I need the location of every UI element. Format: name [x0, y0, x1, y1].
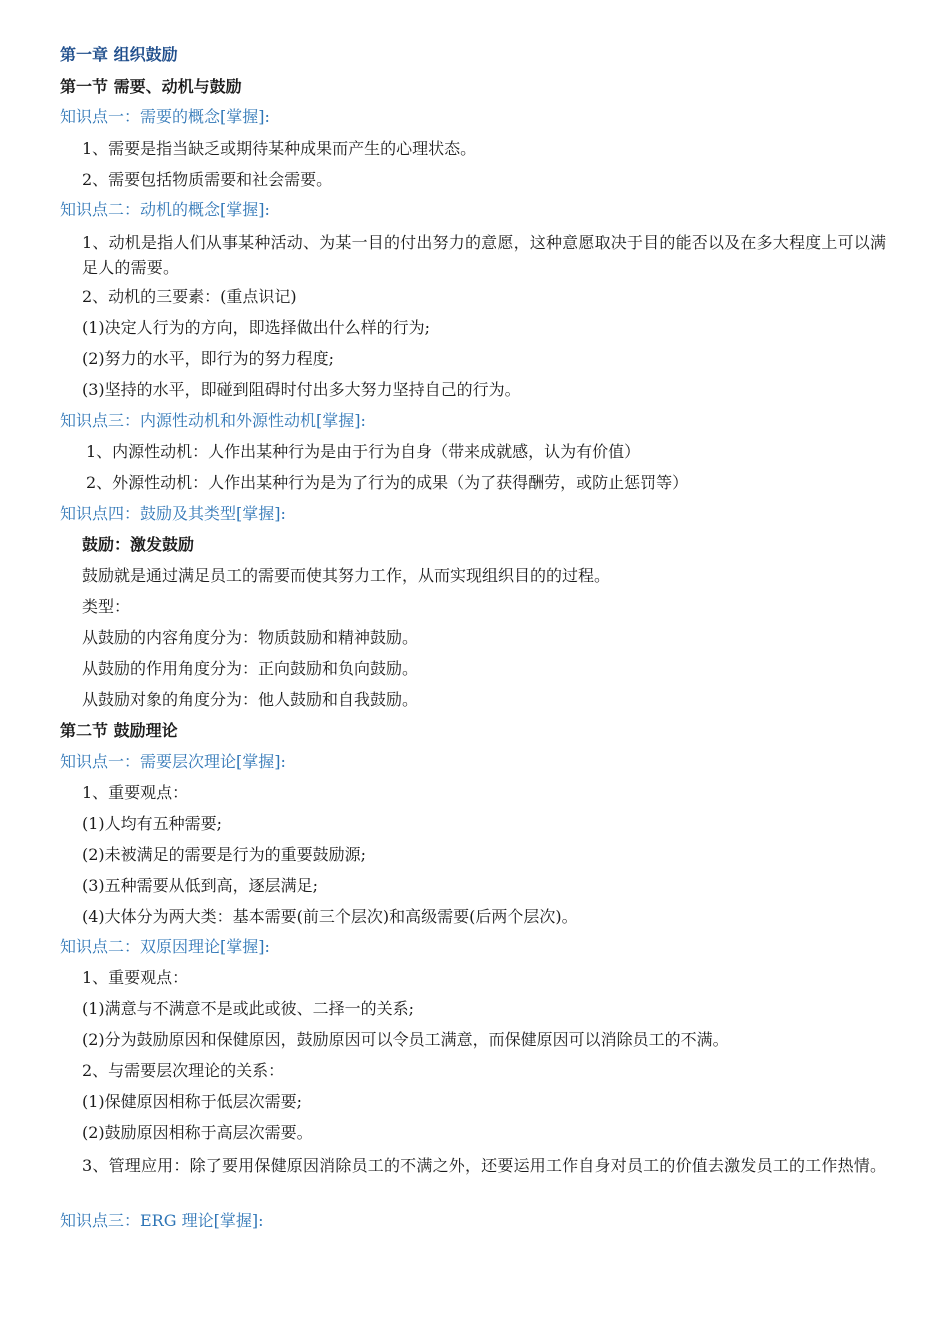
knowledge-point-heading: 知识点三：ERG 理论[掌握]: — [60, 1211, 264, 1230]
list-item: (1)人均有五种需要; — [82, 814, 223, 833]
list-item: 1、内源性动机：人作出某种行为是由于行为自身（带来成就感，认为有价值） — [86, 442, 641, 461]
section-title: 第一节 需要、动机与鼓励 — [60, 77, 242, 96]
list-item: 2、外源性动机：人作出某种行为是为了行为的成果（为了获得酬劳，或防止惩罚等） — [86, 473, 689, 492]
list-item: (2)分为鼓励原因和保健原因，鼓励原因可以令员工满意，而保健原因可以消除员工的不满。 — [82, 1030, 729, 1049]
paragraph: 从鼓励的内容角度分为：物质鼓励和精神鼓励。 — [82, 628, 419, 647]
list-item: 2、动机的三要素：(重点识记) — [82, 287, 297, 306]
list-item: 2、需要包括物质需要和社会需要。 — [82, 170, 333, 189]
list-item: (3)五种需要从低到高，逐层满足; — [82, 876, 319, 895]
knowledge-point-heading: 知识点一：需要的概念[掌握]: — [60, 107, 270, 126]
paragraph: 类型： — [82, 597, 131, 616]
list-item: (1)保健原因相称于低层次需要; — [82, 1092, 303, 1111]
paragraph: 从鼓励对象的角度分为：他人鼓励和自我鼓励。 — [82, 690, 419, 709]
section-title: 第二节 鼓励理论 — [60, 721, 178, 740]
list-item: (1)决定人行为的方向，即选择做出什么样的行为; — [82, 318, 431, 337]
paragraph: 鼓励就是通过满足员工的需要而使其努力工作，从而实现组织目的的过程。 — [82, 566, 611, 585]
paragraph: 3、管理应用：除了要用保健原因消除员工的不满之外，还要运用工作自身对员工的价值去激发员工的工作热情。 — [82, 1156, 887, 1175]
list-item: (1)满意与不满意不是或此或彼、二择一的关系; — [82, 999, 415, 1018]
paragraph: 从鼓励的作用角度分为：正向鼓励和负向鼓励。 — [82, 659, 419, 678]
list-item: (2)鼓励原因相称于高层次需要。 — [82, 1123, 313, 1142]
list-item: (2)未被满足的需要是行为的重要鼓励源; — [82, 845, 367, 864]
list-item: (4)大体分为两大类：基本需要(前三个层次)和高级需要(后两个层次)。 — [82, 907, 578, 926]
knowledge-point-heading: 知识点四：鼓励及其类型[掌握]: — [60, 504, 286, 523]
paragraph: 1、重要观点： — [82, 968, 189, 987]
list-item: 1、需要是指当缺乏或期待某种成果而产生的心理状态。 — [82, 139, 477, 158]
list-item: (2)努力的水平，即行为的努力程度; — [82, 349, 335, 368]
bold-term: 鼓励：激发鼓励 — [82, 535, 195, 554]
paragraph: 1、动机是指人们从事某种活动、为某一目的付出努力的意愿，这种意愿取决于目的能否以及在多大程度上可以满足人的需要。 — [82, 233, 887, 277]
knowledge-point-heading: 知识点三：内源性动机和外源性动机[掌握]: — [60, 411, 366, 430]
knowledge-point-heading: 知识点一：需要层次理论[掌握]: — [60, 752, 286, 771]
knowledge-point-heading: 知识点二：双原因理论[掌握]: — [60, 937, 270, 956]
list-item: (3)坚持的水平，即碰到阻碍时付出多大努力坚持自己的行为。 — [82, 380, 521, 399]
paragraph: 2、与需要层次理论的关系： — [82, 1061, 285, 1080]
paragraph: 1、重要观点： — [82, 783, 189, 802]
knowledge-point-heading: 知识点二：动机的概念[掌握]: — [60, 200, 270, 219]
chapter-title: 第一章 组织鼓励 — [60, 45, 178, 64]
